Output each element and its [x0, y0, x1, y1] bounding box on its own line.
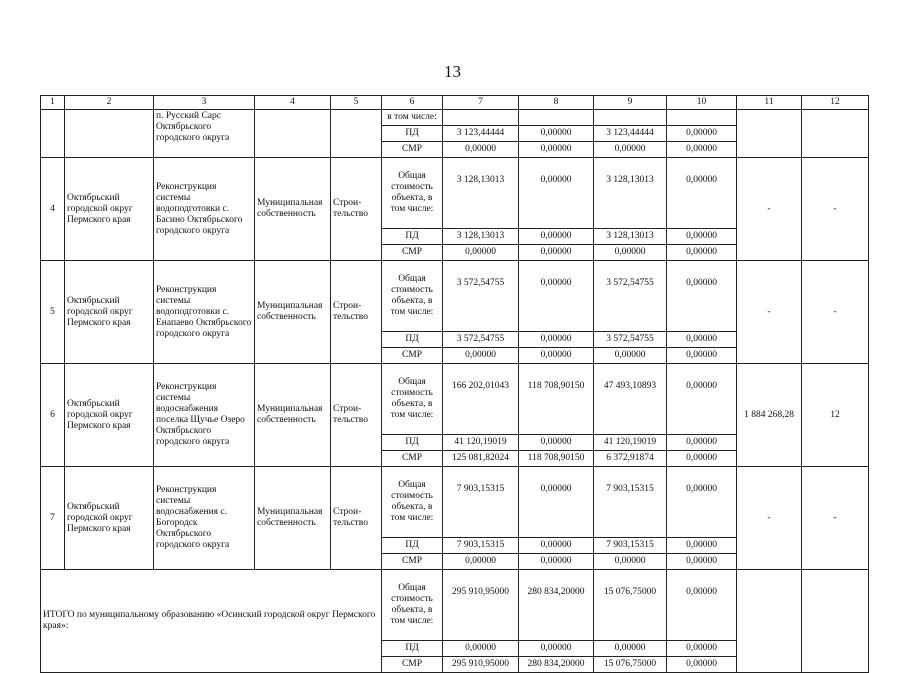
pd-label: ПД	[382, 435, 443, 451]
smr-label: СМР	[382, 245, 443, 261]
value-cell: 3 123,44444	[443, 126, 519, 142]
object-cell: Реконструкция системы водоподготовки с. Енапаево Октябрьского городского округа	[154, 261, 255, 364]
value-cell: 0,00000	[519, 435, 594, 451]
work-type-cell: Строи-тельство	[331, 261, 382, 364]
col-header: 10	[667, 96, 737, 110]
value-cell: 3 128,13013	[443, 229, 519, 245]
value-cell: 0,00000	[519, 348, 594, 364]
col-header: 5	[331, 96, 382, 110]
page-number: 13	[444, 62, 461, 81]
value-cell: 47 493,10893	[594, 364, 667, 435]
value-cell: 0,00000	[667, 641, 737, 657]
smr-label: СМР	[382, 451, 443, 467]
value-cell: 0,00000	[667, 364, 737, 435]
value-cell: 166 202,01043	[443, 364, 519, 435]
value-cell: 0,00000	[667, 261, 737, 332]
value-cell: 0,00000	[594, 641, 667, 657]
value-cell: 0,00000	[667, 332, 737, 348]
col11-value: 1 884 268,28	[737, 364, 802, 467]
work-type-cell: Строи-тельство	[331, 364, 382, 467]
itogo-label: ИТОГО по муниципальному образованию «Осинский городской округ Пермского края»:	[41, 570, 382, 673]
value-cell: 3 572,54755	[443, 332, 519, 348]
col12-value: -	[802, 467, 869, 570]
col11-value: -	[737, 467, 802, 570]
col11-value: -	[737, 261, 802, 364]
value-cell: 41 120,19019	[443, 435, 519, 451]
ownership-cell: Муниципальная собственность	[255, 158, 331, 261]
value-cell: 280 834,20000	[519, 570, 594, 641]
value-cell: 280 834,20000	[519, 657, 594, 673]
col11-value: -	[737, 158, 802, 261]
table-row	[41, 110, 869, 126]
value-cell: 41 120,19019	[594, 435, 667, 451]
value-cell: 0,00000	[519, 158, 594, 229]
value-cell: 15 076,75000	[594, 570, 667, 641]
value-cell: 7 903,15315	[594, 538, 667, 554]
value-cell: 0,00000	[594, 245, 667, 261]
value-cell: 0,00000	[667, 554, 737, 570]
value-cell: 0,00000	[594, 348, 667, 364]
value-cell: 118 708,90150	[519, 364, 594, 435]
total-label: Общая стоимость объекта, в том числе:	[382, 467, 443, 538]
row-number: 5	[41, 261, 65, 364]
value-cell: 0,00000	[443, 641, 519, 657]
object-cell: Реконструкция системы водоподготовки с. Басино Октябрьского городского округа	[154, 158, 255, 261]
value-cell: 0,00000	[443, 348, 519, 364]
col-header: 9	[594, 96, 667, 110]
value-cell: 0,00000	[443, 554, 519, 570]
value-cell: 7 903,15315	[443, 467, 519, 538]
col-header: 1	[41, 96, 65, 110]
value-cell: 0,00000	[519, 142, 594, 158]
col-header: 3	[154, 96, 255, 110]
col-header: 4	[255, 96, 331, 110]
value-cell: 0,00000	[594, 554, 667, 570]
value-cell: 0,00000	[443, 142, 519, 158]
col-header: 11	[737, 96, 802, 110]
value-cell: 0,00000	[667, 245, 737, 261]
value-cell: 0,00000	[667, 158, 737, 229]
ownership-cell: Муниципальная собственность	[255, 364, 331, 467]
value-cell: 0,00000	[667, 570, 737, 641]
value-cell: 3 128,13013	[443, 158, 519, 229]
value-cell: 3 572,54755	[594, 261, 667, 332]
total-label: Общая стоимость объекта, в том числе:	[382, 570, 443, 641]
smr-label: СМР	[382, 348, 443, 364]
incl-label: в том числе:	[382, 110, 443, 126]
value-cell: 0,00000	[667, 451, 737, 467]
municipality-cell: Октябрьский городской округ Пермского края	[65, 467, 154, 570]
smr-label: СМР	[382, 554, 443, 570]
value-cell: 3 572,54755	[443, 261, 519, 332]
value-cell: 7 903,15315	[594, 467, 667, 538]
value-cell: 3 128,13013	[594, 229, 667, 245]
value-cell: 0,00000	[519, 538, 594, 554]
value-cell: 0,00000	[519, 554, 594, 570]
work-type-cell: Строи-тельство	[331, 158, 382, 261]
table-row	[41, 467, 869, 538]
value-cell: 0,00000	[594, 142, 667, 158]
value-cell: 3 123,44444	[594, 126, 667, 142]
pd-label: ПД	[382, 641, 443, 657]
value-cell: 0,00000	[667, 467, 737, 538]
pd-label: ПД	[382, 332, 443, 348]
value-cell: 0,00000	[519, 126, 594, 142]
col-header: 2	[65, 96, 154, 110]
municipality-cell: Октябрьский городской округ Пермского края	[65, 364, 154, 467]
municipality-cell: Октябрьский городской округ Пермского края	[65, 158, 154, 261]
value-cell: 0,00000	[667, 348, 737, 364]
value-cell: 6 372,91874	[594, 451, 667, 467]
col-header: 6	[382, 96, 443, 110]
value-cell: 3 128,13013	[594, 158, 667, 229]
pd-label: ПД	[382, 126, 443, 142]
value-cell: 118 708,90150	[519, 451, 594, 467]
value-cell: 0,00000	[667, 126, 737, 142]
row-number: 6	[41, 364, 65, 467]
header-row	[41, 96, 869, 110]
total-label: Общая стоимость объекта, в том числе:	[382, 158, 443, 229]
object-cell: п. Русский Сарс Октябрьского городского округа	[154, 110, 255, 158]
row-number: 4	[41, 158, 65, 261]
ownership-cell: Муниципальная собственность	[255, 261, 331, 364]
col-header: 12	[802, 96, 869, 110]
col12-value: 12	[802, 364, 869, 467]
value-cell: 0,00000	[667, 229, 737, 245]
col-header: 8	[519, 96, 594, 110]
value-cell: 15 076,75000	[594, 657, 667, 673]
value-cell: 0,00000	[519, 467, 594, 538]
value-cell: 0,00000	[519, 641, 594, 657]
table-row	[41, 364, 869, 435]
value-cell: 295 910,95000	[443, 570, 519, 641]
total-label: Общая стоимость объекта, в том числе:	[382, 364, 443, 435]
value-cell: 0,00000	[519, 245, 594, 261]
object-cell: Реконструкция системы водоснабжения с. Богородск Октябрьского городского округа	[154, 467, 255, 570]
total-label: Общая стоимость объекта, в том числе:	[382, 261, 443, 332]
col-header: 7	[443, 96, 519, 110]
col12-value: -	[802, 261, 869, 364]
table-row	[41, 261, 869, 332]
value-cell: 0,00000	[667, 435, 737, 451]
value-cell: 0,00000	[519, 261, 594, 332]
value-cell: 0,00000	[667, 142, 737, 158]
value-cell: 295 910,95000	[443, 657, 519, 673]
ownership-cell: Муниципальная собственность	[255, 467, 331, 570]
table-row	[41, 158, 869, 229]
smr-label: СМР	[382, 657, 443, 673]
object-cell: Реконструкция системы водоснабжения поселка Щучье Озеро Октябрьского городского округа	[154, 364, 255, 467]
value-cell: 0,00000	[519, 332, 594, 348]
value-cell: 0,00000	[667, 657, 737, 673]
value-cell: 3 572,54755	[594, 332, 667, 348]
pd-label: ПД	[382, 538, 443, 554]
value-cell: 0,00000	[519, 229, 594, 245]
value-cell: 0,00000	[667, 538, 737, 554]
row-number: 7	[41, 467, 65, 570]
municipality-cell: Октябрьский городской округ Пермского края	[65, 261, 154, 364]
work-type-cell: Строи-тельство	[331, 467, 382, 570]
smr-label: СМР	[382, 142, 443, 158]
value-cell: 125 081,82024	[443, 451, 519, 467]
pd-label: ПД	[382, 229, 443, 245]
value-cell: 7 903,15315	[443, 538, 519, 554]
col12-value: -	[802, 158, 869, 261]
value-cell: 0,00000	[443, 245, 519, 261]
total-row	[41, 570, 869, 641]
investment-table	[40, 95, 869, 673]
